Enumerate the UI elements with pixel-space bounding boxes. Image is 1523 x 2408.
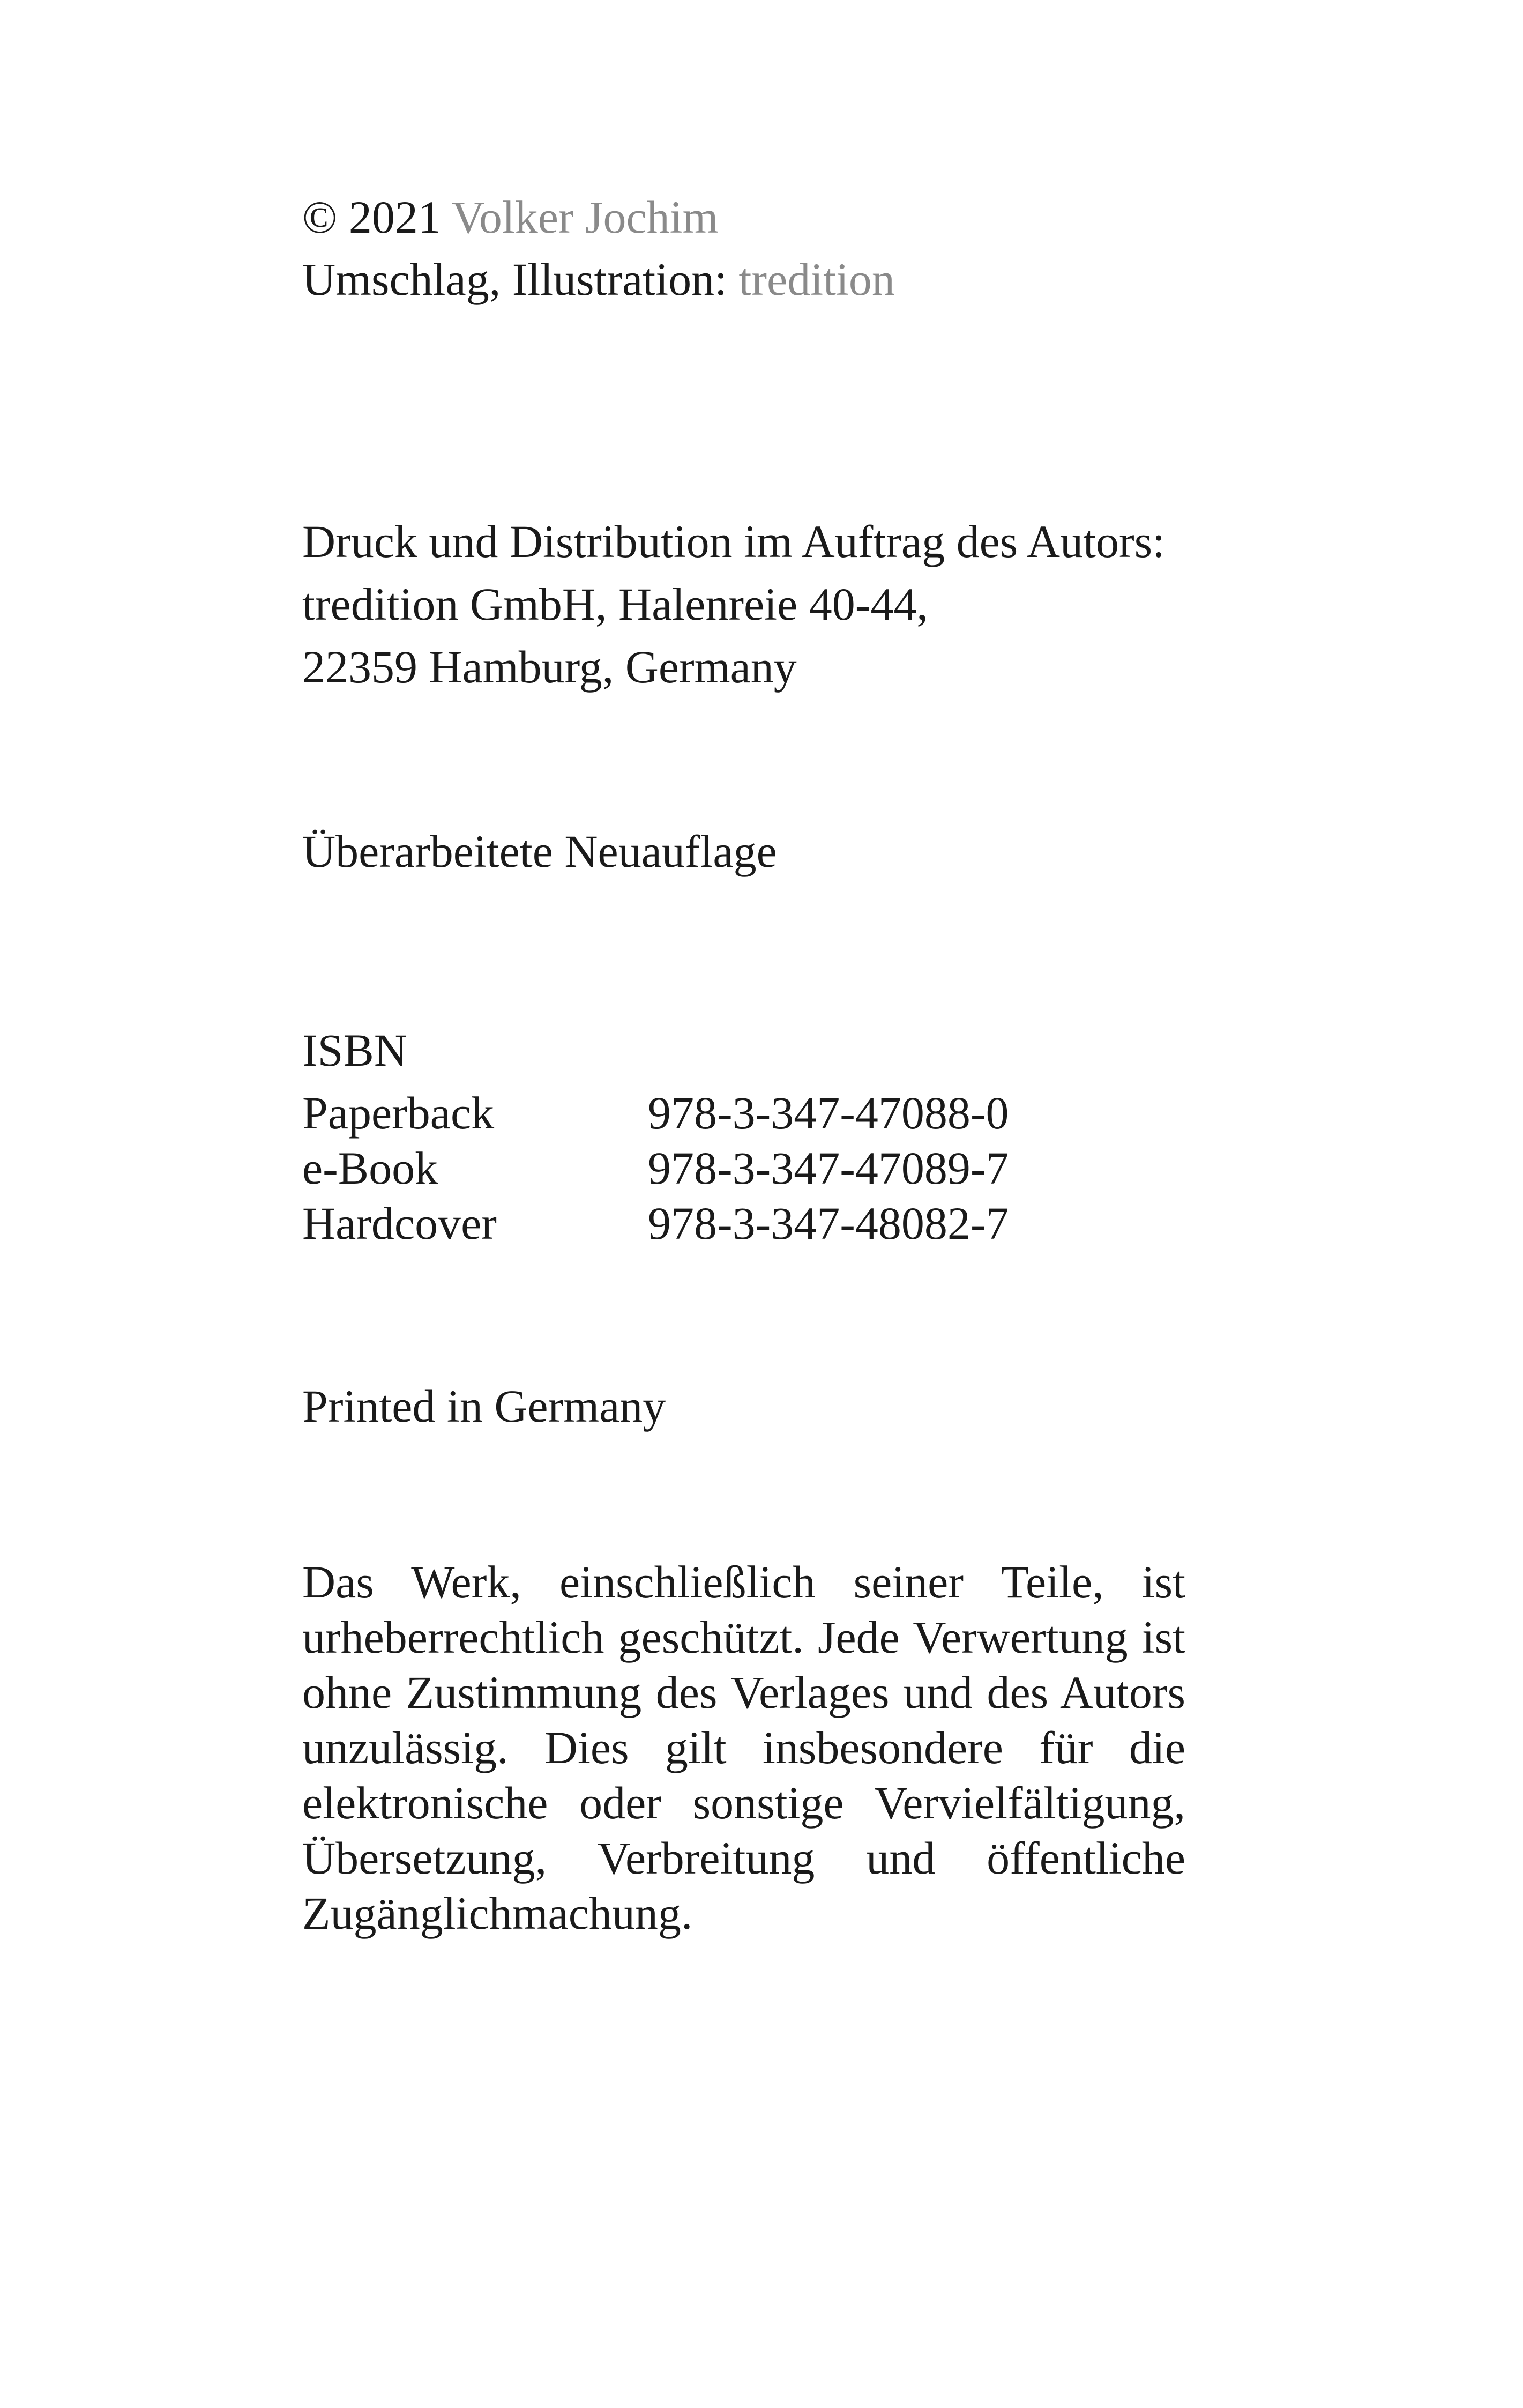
cover-credit-line — [302, 254, 895, 305]
isbn-format: e-Book — [302, 1142, 438, 1194]
isbn-row — [302, 1086, 1009, 1141]
isbn-heading: ISBN — [302, 1024, 407, 1076]
isbn-block — [302, 1023, 1009, 1251]
print-line-3: 22359 Hamburg, Germany — [302, 641, 797, 693]
copyright-legal-notice: Das Werk, einschließlich seiner Teile, ist urheberrechtlich geschützt. Jede Verwertung ist ohne Zustimmung des Verlages und des Autors unzulässig. Dies gilt insbesondere für die elektronische oder sonstige Vervielfältigung, Übersetzung, Verbreitung und öffentliche Zugänglichmachung. — [302, 1556, 1185, 1939]
cover-credit-label: Umschlag, Illustration: — [302, 254, 727, 305]
print-line-2: tredition GmbH, Halenreie 40-44, — [302, 578, 928, 630]
author-name: Volker Jochim — [451, 191, 719, 243]
isbn-row — [302, 1141, 1009, 1196]
isbn-number: 978-3-347-48082-7 — [648, 1198, 1009, 1249]
isbn-number: 978-3-347-47088-0 — [648, 1087, 1009, 1139]
print-line-1: Druck und Distribution im Auftrag des Autors: — [302, 516, 1165, 567]
isbn-number: 978-3-347-47089-7 — [648, 1142, 1009, 1194]
isbn-format: Hardcover — [302, 1198, 497, 1249]
print-distribution-block — [302, 510, 1165, 698]
cover-credit-value: tredition — [738, 254, 895, 305]
edition-note: Überarbeitete Neuauflage — [302, 826, 777, 877]
copyright-line — [302, 191, 719, 243]
isbn-row — [302, 1196, 1009, 1251]
copyright-year: © 2021 — [302, 191, 441, 243]
isbn-format: Paperback — [302, 1087, 495, 1139]
printed-in-note: Printed in Germany — [302, 1380, 666, 1432]
